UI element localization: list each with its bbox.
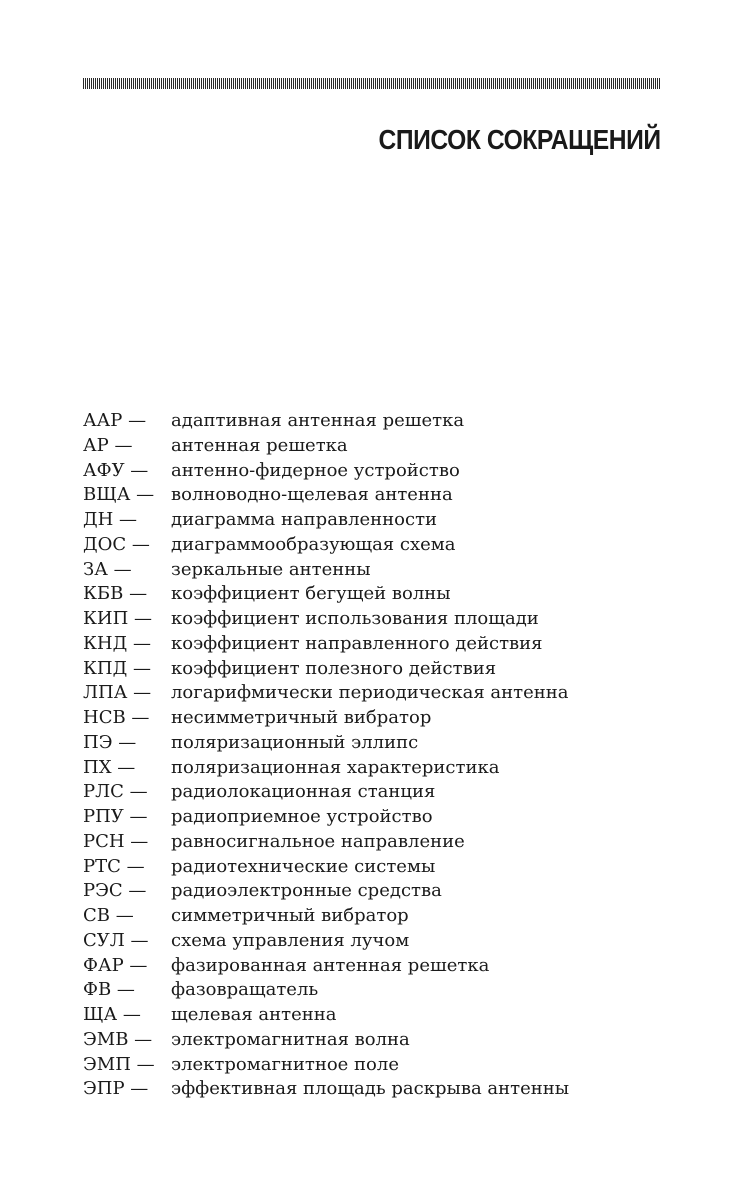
abbreviation-row	[83, 533, 673, 558]
abbreviation-row	[83, 1077, 673, 1102]
abbreviation-row	[83, 830, 673, 855]
abbreviation-term: ДН —	[83, 509, 138, 530]
abbreviation-row	[83, 1028, 673, 1053]
abbreviation-list	[83, 409, 673, 1102]
abbreviation-definition: антенная решетка	[171, 434, 348, 456]
abbreviation-term: КИП —	[83, 608, 153, 629]
abbreviation-definition: несимметричный вибратор	[171, 707, 432, 728]
abbreviation-definition: адаптивная антенная решетка	[171, 410, 465, 431]
abbreviation-row	[83, 434, 673, 459]
abbreviation-row	[83, 1053, 673, 1078]
abbreviation-row	[83, 558, 673, 583]
abbreviation-definition: радиоприемное устройство	[171, 806, 433, 827]
abbreviation-term: ЭМВ —	[83, 1028, 153, 1050]
abbreviation-definition: симметричный вибратор	[171, 905, 409, 926]
abbreviation-term: АФУ —	[83, 459, 149, 481]
abbreviation-term: ВЩА —	[83, 484, 155, 506]
abbreviation-definition: коэффициент направленного действия	[171, 632, 543, 654]
abbreviation-row	[83, 706, 673, 731]
abbreviation-definition: схема управления лучом	[171, 929, 410, 951]
abbreviation-row	[83, 681, 673, 706]
abbreviation-definition: радиоэлектронные средства	[171, 880, 442, 902]
abbreviation-term: РЛС —	[83, 781, 148, 803]
abbreviation-definition: коэффициент бегущей волны	[171, 583, 451, 605]
abbreviation-row	[83, 459, 673, 484]
abbreviation-term: ПХ —	[83, 756, 136, 778]
abbreviation-row	[83, 879, 673, 904]
abbreviation-row	[83, 954, 673, 979]
abbreviation-row	[83, 805, 673, 830]
header-rule	[83, 78, 661, 89]
abbreviation-definition: поляризационный эллипс	[171, 731, 419, 753]
abbreviation-row	[83, 780, 673, 805]
abbreviation-term: РТС —	[83, 855, 145, 877]
page-title: СПИСОК СОКРАЩЕНИЙ	[378, 124, 661, 155]
abbreviation-term: ЛПА —	[83, 682, 152, 704]
abbreviation-term: ФАР —	[83, 954, 148, 976]
abbreviation-term: КПД —	[83, 657, 151, 679]
abbreviation-row	[83, 409, 673, 434]
abbreviation-term: КНД —	[83, 632, 151, 654]
abbreviation-term: ЭПР —	[83, 1078, 149, 1100]
abbreviation-term: НСВ —	[83, 707, 150, 728]
abbreviation-definition: диаграмма направленности	[171, 509, 438, 530]
abbreviation-row	[83, 582, 673, 607]
abbreviation-definition: волноводно-щелевая антенна	[171, 484, 453, 506]
abbreviation-row	[83, 978, 673, 1003]
abbreviation-row	[83, 855, 673, 880]
abbreviation-term: ЗА —	[83, 558, 132, 580]
abbreviation-definition: фазированная антенная решетка	[171, 954, 490, 976]
abbreviation-row	[83, 657, 673, 682]
abbreviation-row	[83, 1003, 673, 1028]
abbreviation-definition: фазовращатель	[171, 979, 319, 1001]
abbreviation-term: СУЛ —	[83, 929, 149, 951]
abbreviation-row	[83, 929, 673, 954]
abbreviation-definition: радиолокационная станция	[171, 781, 436, 803]
abbreviation-definition: электромагнитная волна	[171, 1028, 410, 1050]
abbreviation-term: ПЭ —	[83, 731, 137, 753]
abbreviation-row	[83, 756, 673, 781]
abbreviation-definition: равносигнальное направление	[171, 830, 465, 852]
abbreviation-row	[83, 508, 673, 533]
abbreviation-row	[83, 731, 673, 756]
abbreviation-term: ЩА —	[83, 1004, 141, 1025]
abbreviation-definition: коэффициент полезного действия	[171, 657, 497, 679]
abbreviation-term: СВ —	[83, 905, 134, 926]
abbreviation-definition: поляризационная характеристика	[171, 756, 500, 778]
abbreviation-term: АР —	[83, 434, 133, 456]
abbreviation-definition: зеркальные антенны	[171, 558, 371, 580]
abbreviation-definition: антенно-фидерное устройство	[171, 459, 460, 481]
abbreviation-row	[83, 632, 673, 657]
abbreviation-definition: радиотехнические системы	[171, 855, 436, 877]
abbreviation-term: ФВ —	[83, 979, 135, 1001]
abbreviation-term: РПУ —	[83, 806, 148, 827]
abbreviation-term: ЭМП —	[83, 1053, 155, 1075]
abbreviation-term: РСН —	[83, 830, 149, 852]
abbreviation-definition: электромагнитное поле	[171, 1053, 399, 1075]
abbreviation-row	[83, 607, 673, 632]
abbreviation-term: ДОС —	[83, 533, 150, 555]
abbreviation-term: РЭС —	[83, 880, 147, 902]
abbreviation-definition: эффективная площадь раскрыва антенны	[171, 1078, 570, 1100]
abbreviation-definition: щелевая антенна	[171, 1004, 337, 1025]
abbreviation-term: ААР —	[83, 410, 147, 431]
abbreviation-definition: диаграммообразующая схема	[171, 533, 456, 555]
abbreviation-definition: коэффициент использования площади	[171, 608, 539, 629]
abbreviation-row	[83, 483, 673, 508]
abbreviation-row	[83, 904, 673, 929]
abbreviation-definition: логарифмически периодическая антенна	[171, 682, 569, 704]
abbreviation-term: КБВ —	[83, 583, 148, 605]
